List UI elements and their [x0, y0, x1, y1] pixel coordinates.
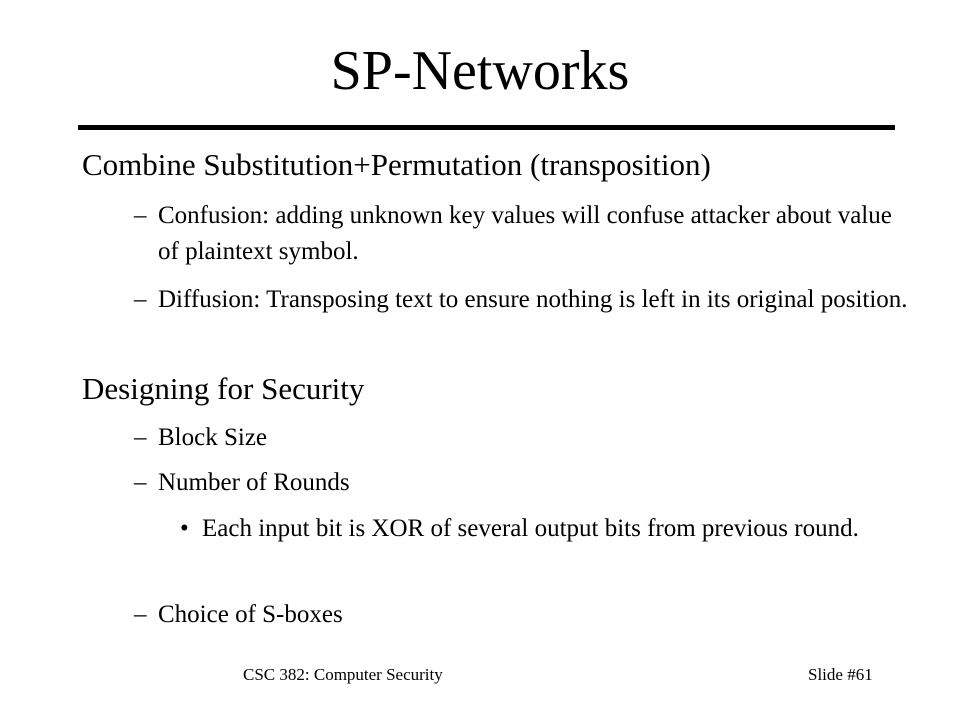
sub-bullet-text: Number of Rounds: [158, 469, 350, 496]
dash-marker: –: [134, 424, 147, 451]
footer-course: CSC 382: Computer Security: [243, 665, 443, 684]
bullet-combine-substitution-permutation: Combine Substitution+Permutation (transposition): [82, 147, 711, 182]
dash-marker: –: [134, 601, 147, 628]
sub-sub-bullet-xor: [180, 511, 882, 547]
footer-slide-number: Slide #61: [808, 665, 873, 684]
sub-bullet-block-size: [134, 420, 918, 456]
sub-bullet-text: Diffusion: Transposing text to ensure nothing is left in its original position.: [158, 286, 908, 313]
dash-marker: –: [134, 469, 147, 496]
sub-bullet-text: Choice of S-boxes: [158, 601, 343, 628]
sub-bullet-diffusion: [134, 282, 918, 318]
sub-sub-bullet-text: Each input bit is XOR of several output bits from previous round.: [202, 515, 859, 542]
sub-bullet-text: Confusion: adding unknown key values will confuse attacker about value of plaintext symbol.: [158, 202, 892, 265]
bullet-dot-marker: •: [180, 515, 189, 542]
sub-bullet-text: Block Size: [158, 424, 268, 451]
dash-marker: –: [134, 286, 147, 313]
sub-bullet-number-of-rounds: [134, 465, 918, 501]
dash-marker: –: [134, 202, 147, 229]
sub-bullet-choice-of-s-boxes: [134, 597, 918, 633]
sub-bullet-confusion: [134, 198, 918, 270]
slide-title: SP-Networks: [330, 40, 630, 102]
bullet-designing-for-security: Designing for Security: [82, 371, 365, 406]
